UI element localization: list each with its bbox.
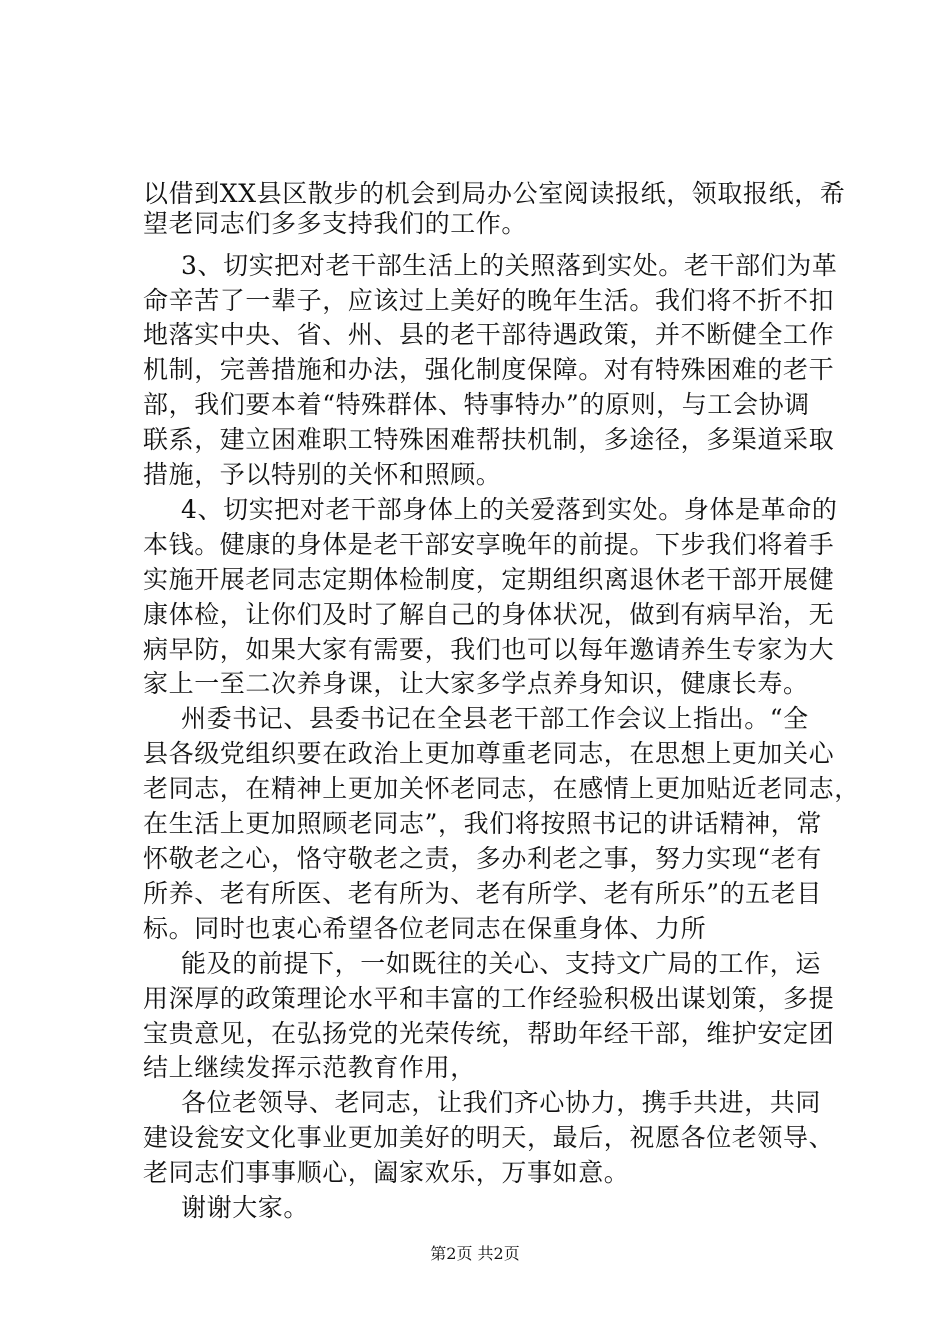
text-line: 措施，予以特别的关怀和照顾。 xyxy=(143,460,502,489)
text-line: 联系，建立困难职工特殊困难帮扶机制，多途径，多渠道采取 xyxy=(143,425,835,455)
page-number-footer: 第2页 共2页 xyxy=(430,1244,520,1263)
text-line: 部，我们要本着“特殊群体、特事特办”的原则，与工会协调 xyxy=(143,390,810,420)
text-line: 所养、老有所医、老有所为、老有所学、老有所乐”的五老目 xyxy=(143,878,822,908)
text-line: 家上一至二次养身课，让大家多学点养身知识，健康长寿。 xyxy=(143,669,809,699)
text-line: 建设瓮安文化事业更加美好的明天，最后，祝愿各位老领导、 xyxy=(143,1123,835,1153)
text-line: 县各级党组织要在政治上更加尊重老同志，在思想上更加关心 xyxy=(143,739,835,769)
text-line: 怀敬老之心，恪守敬老之责，多办利老之事，努力实现“老有 xyxy=(143,843,822,873)
text-line: 宝贵意见，在弘扬党的光荣传统，帮助年经干部，维护安定团 xyxy=(143,1018,835,1048)
text-line: 实施开展老同志定期体检制度，定期组织离退休老干部开展健 xyxy=(143,564,835,594)
text-line: 地落实中央、省、州、县的老干部待遇政策，并不断健全工作 xyxy=(143,320,835,350)
text-line: 老同志们事事顺心，阖家欢乐，万事如意。 xyxy=(143,1158,630,1188)
text-line: 老同志，在精神上更加关怀老同志，在感情上更加贴近老同志， xyxy=(143,774,860,804)
text-line: 望老同志们多多支持我们的工作。 xyxy=(143,208,528,238)
text-line: 本钱。健康的身体是老干部安享晚年的前提。下步我们将着手 xyxy=(143,529,835,559)
text-line: 结上继续发挥示范教育作用， xyxy=(143,1053,476,1083)
text-line: 机制，完善措施和办法，强化制度保障。对有特殊困难的老干 xyxy=(143,355,835,385)
text-line: 病早防，如果大家有需要，我们也可以每年邀请养生专家为大 xyxy=(143,634,835,664)
text-line: 谢谢大家。 xyxy=(181,1193,310,1222)
text-line: 康体检，让你们及时了解自己的身体状况，做到有病早治，无 xyxy=(143,599,835,629)
text-line: 以借到XX县区散步的机会到局办公室阅读报纸，领取报纸，希 xyxy=(143,179,846,208)
text-line: 在生活上更加照顾老同志”，我们将按照书记的讲话精神，常 xyxy=(143,809,822,838)
text-line: 州委书记、县委书记在全县老干部工作会议上指出。“全 xyxy=(181,704,809,734)
text-line: 各位老领导、老同志，让我们齐心协力，携手共进，共同 xyxy=(181,1088,822,1118)
text-line: 用深厚的政策理论水平和丰富的工作经验积极出谋划策，多提 xyxy=(143,983,835,1013)
text-line: 3、切实把对老干部生活上的关照落到实处。老干部们为革 xyxy=(181,250,838,280)
text-line: 能及的前提下，一如既往的关心、支持文广局的工作，运 xyxy=(181,948,822,978)
text-line: 4、切实把对老干部身体上的关爱落到实处。身体是革命的 xyxy=(181,494,838,524)
text-line: 标。同时也衷心希望各位老同志在保重身体、力所 xyxy=(143,913,707,943)
text-line: 命辛苦了一辈子，应该过上美好的晚年生活。我们将不折不扣 xyxy=(143,285,835,315)
